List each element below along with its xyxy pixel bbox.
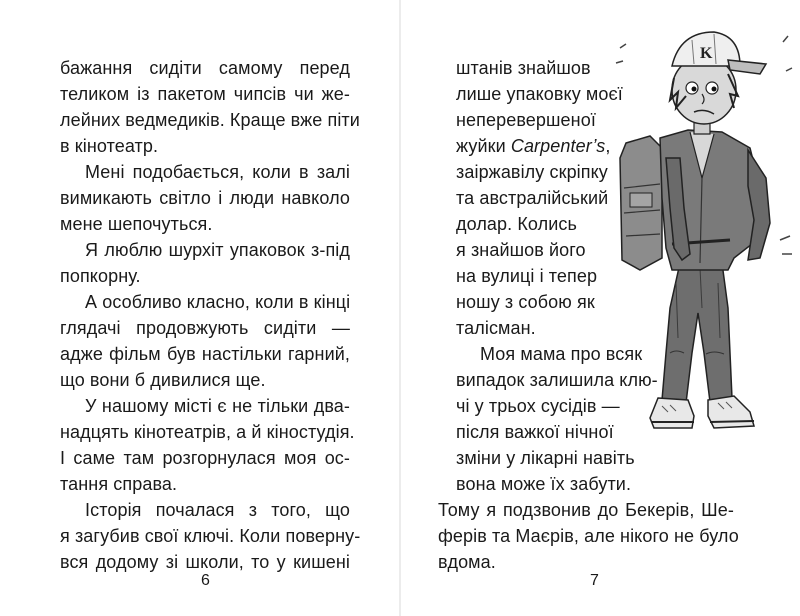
text-line: глядачі продовжують сидіти — <box>60 318 350 338</box>
text-line: вдома. <box>438 552 496 572</box>
text-fragment: , <box>605 136 611 156</box>
text-line: штанів знайшов <box>456 58 591 78</box>
cap-visor <box>728 60 766 74</box>
text-line: У нашому місті є не тільки два- <box>85 396 350 416</box>
text-line: я загубив свої ключі. Коли поверну- <box>60 526 361 546</box>
text-line: Я люблю шурхіт упаковок з-під <box>85 240 350 260</box>
text-line <box>456 133 610 159</box>
text-line: вся додому зі школи, то у кишені <box>60 552 350 572</box>
left-sneaker <box>650 398 694 428</box>
text-line: талісман. <box>456 318 536 338</box>
page-number: 7 <box>590 572 599 589</box>
text-line: теликом із пакетом чипсів чи же- <box>60 84 350 104</box>
jeans <box>662 263 732 403</box>
right-arm <box>748 150 770 260</box>
text-line: ношу з собою як <box>456 292 595 312</box>
text-line: Тому я подзвонив до Бекерів, Ше- <box>438 500 734 520</box>
cap-letter: K <box>700 45 713 62</box>
text-line: мене шепочуться. <box>60 214 213 234</box>
text-line: зміни у лікарні навіть <box>456 448 635 468</box>
text-line: вимикають світло і люди навколо <box>60 188 350 208</box>
text-line: ферів та Маєрів, але нікого не було <box>438 526 739 546</box>
text-line: бажання сидіти самому перед <box>60 58 350 78</box>
text-line: Історія почалася з того, що <box>85 500 350 520</box>
boy-illustration <box>610 8 796 454</box>
text-line: в кінотеатр. <box>60 136 159 156</box>
text-line: тання справа. <box>60 474 178 494</box>
text-line: на вулиці і тепер <box>456 266 598 286</box>
text-line: долар. Колись <box>456 214 577 234</box>
text-fragment: жуйки <box>456 136 511 156</box>
text-line: вона може їх забути. <box>456 474 632 494</box>
text-line: після важкої нічної <box>456 422 614 442</box>
page-number: 6 <box>201 572 210 589</box>
text-line: лейних ведмедиків. Краще вже піти <box>60 110 360 130</box>
text-line: А особливо класно, коли в кінці <box>85 292 351 312</box>
text-line: І саме там розгорнулася моя ос- <box>60 448 350 468</box>
text-line: Мені подобається, коли в залі <box>85 162 350 182</box>
text-line: я знайшов його <box>456 240 586 260</box>
text-line: попкорну. <box>60 266 141 286</box>
text-line: чі у трьох сусідів — <box>456 396 620 416</box>
brand-name: Carpenter’s <box>510 136 606 156</box>
text-line: заіржавілу скріпку <box>456 162 608 182</box>
right-sneaker <box>708 396 754 428</box>
text-line: лише упаковку моєї <box>456 84 623 104</box>
text-line: Моя мама про всяк <box>480 344 643 364</box>
text-line: та австралійський <box>456 188 609 208</box>
text-line: що вони б дивилися ще. <box>60 370 266 390</box>
text-line: адже фільм був настільки гарний, <box>60 344 350 364</box>
text-line: неперевершеної <box>456 110 596 130</box>
text-line: надцять кінотеатрів, а й кіностудія. <box>60 422 355 442</box>
text-line: випадок залишила клю- <box>456 370 658 390</box>
